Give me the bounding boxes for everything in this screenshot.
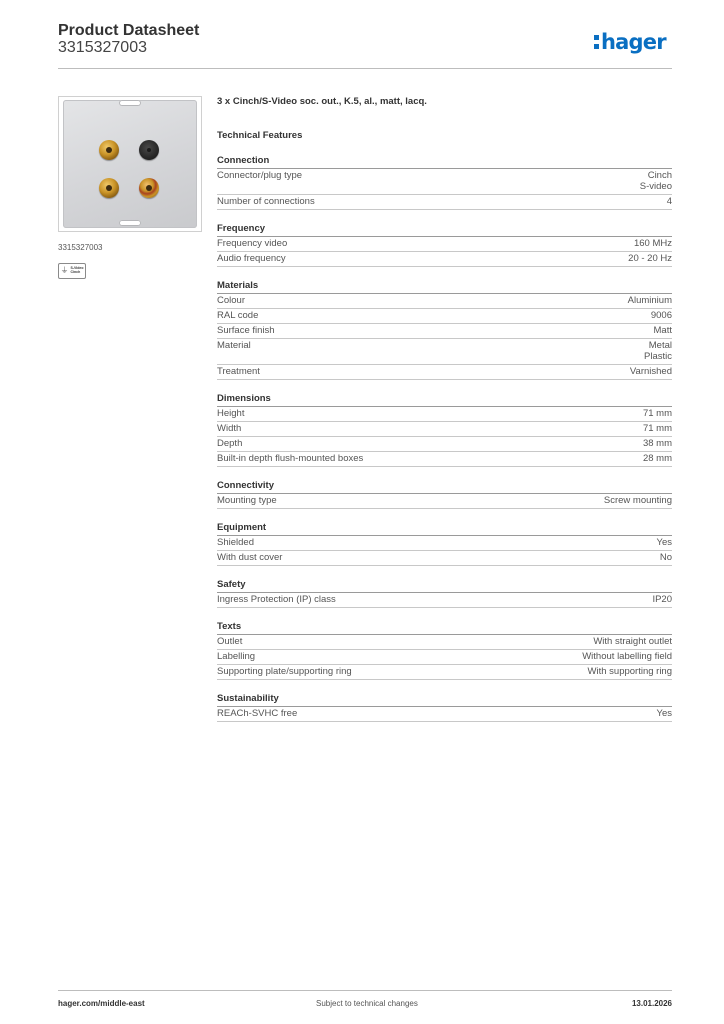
spec-value-line: With straight outlet — [593, 636, 672, 647]
section-title: Materials — [217, 280, 672, 294]
cinch-jack-yellow — [99, 178, 119, 198]
section-frequency — [217, 223, 672, 267]
section-dimensions — [217, 393, 672, 467]
spec-value-line: 71 mm — [642, 423, 672, 434]
spec-value — [657, 708, 673, 719]
s-video-jack — [139, 140, 159, 160]
spec-value-line: No — [659, 552, 672, 563]
spec-label: Shielded — [217, 537, 254, 548]
bottom-slot — [119, 220, 141, 226]
spec-row — [217, 593, 672, 608]
spec-row — [217, 635, 672, 650]
technical-features-heading: Technical Features — [217, 130, 303, 141]
spec-value — [657, 537, 673, 548]
spec-value — [582, 651, 672, 662]
spec-row — [217, 294, 672, 309]
spec-label: Mounting type — [217, 495, 277, 506]
spec-label: With dust cover — [217, 552, 283, 563]
spec-value — [651, 310, 672, 321]
spec-label: Surface finish — [217, 325, 275, 336]
product-number: 3315327003 — [58, 39, 147, 56]
header-divider — [58, 68, 672, 69]
spec-value — [628, 295, 672, 306]
spec-value — [652, 594, 672, 605]
spec-value-line: Yes — [656, 537, 672, 548]
spec-row — [217, 324, 672, 339]
symbol-label-line: S-Video — [70, 266, 84, 271]
spec-value-line: 20 - 20 Hz — [628, 253, 672, 264]
spec-value-line: Plastic — [644, 351, 672, 362]
spec-label: RAL code — [217, 310, 259, 321]
spec-value-line: Yes — [656, 708, 672, 719]
spec-row — [217, 707, 672, 722]
spec-label: Material — [217, 340, 251, 351]
spec-label: Frequency video — [217, 238, 288, 249]
spec-value — [660, 552, 672, 563]
section-equipment — [217, 522, 672, 566]
spec-row — [217, 437, 672, 452]
spec-label: Width — [217, 423, 242, 434]
socket-plate — [63, 100, 197, 228]
spec-label: Audio frequency — [217, 253, 286, 264]
spec-value — [643, 408, 672, 419]
page-title: Product Datasheet — [58, 22, 200, 39]
spec-label: Height — [217, 408, 245, 419]
technical-data — [217, 96, 672, 722]
section-connection — [217, 155, 672, 210]
section-materials — [217, 280, 672, 380]
spec-label: Labelling — [217, 651, 256, 662]
spec-value-line: IP20 — [652, 594, 672, 605]
spec-value — [604, 495, 672, 506]
spec-row — [217, 309, 672, 324]
spec-value — [588, 666, 672, 677]
spec-label: Treatment — [217, 366, 260, 377]
product-image — [58, 96, 202, 232]
spec-value-line: Screw mounting — [603, 495, 672, 506]
logo-dots-icon — [594, 35, 599, 49]
footer-divider — [58, 990, 672, 991]
spec-label: Supporting plate/supporting ring — [217, 666, 352, 677]
spec-row — [217, 494, 672, 509]
spec-value-line: Without labelling field — [582, 651, 672, 662]
cinch-jack-gold — [99, 140, 119, 160]
section-title: Texts — [217, 621, 672, 635]
section-safety — [217, 579, 672, 608]
section-title: Connectivity — [217, 480, 672, 494]
spec-value — [654, 325, 672, 336]
section-sustainability — [217, 693, 672, 722]
spec-row — [217, 452, 672, 467]
section-title: Frequency — [217, 223, 672, 237]
section-texts — [217, 621, 672, 680]
spec-row — [217, 551, 672, 566]
section-title: Sustainability — [217, 693, 672, 707]
section-connectivity — [217, 480, 672, 509]
spec-row — [217, 252, 672, 267]
footer-notice: Subject to technical changes — [316, 999, 418, 1008]
symbol-label-line: Cinch — [70, 270, 81, 274]
section-title: Safety — [217, 579, 672, 593]
spec-value — [644, 340, 672, 362]
spec-row — [217, 237, 672, 252]
spec-row — [217, 339, 672, 365]
spec-value-line: Cinch — [647, 170, 672, 181]
spec-value-line: 4 — [666, 196, 672, 207]
spec-value — [630, 366, 672, 377]
s-video-cinch-symbol-icon — [58, 263, 86, 279]
spec-value-line: 71 mm — [642, 408, 672, 419]
spec-value — [643, 438, 672, 449]
spec-value-line: With supporting ring — [587, 666, 672, 677]
footer-date: 13.01.2026 — [631, 999, 672, 1008]
spec-row — [217, 536, 672, 551]
spec-value-line: Varnished — [629, 366, 672, 377]
spec-value — [593, 636, 672, 647]
plug-symbol-icon: ⏚ — [60, 266, 69, 275]
spec-label: Depth — [217, 438, 243, 449]
spec-label: Outlet — [217, 636, 243, 647]
spec-row — [217, 650, 672, 665]
spec-value-line: Aluminium — [627, 295, 672, 306]
spec-row — [217, 195, 672, 210]
spec-value — [628, 253, 672, 264]
spec-row — [217, 422, 672, 437]
spec-value-line: S-video — [639, 181, 672, 192]
spec-value-line: 28 mm — [642, 453, 672, 464]
section-title: Dimensions — [217, 393, 672, 407]
spec-row — [217, 665, 672, 680]
spec-value-line: 38 mm — [642, 438, 672, 449]
spec-label: REACh-SVHC free — [217, 708, 298, 719]
spec-value-line: Metal — [648, 340, 672, 351]
spec-label: Number of connections — [217, 196, 315, 207]
spec-label: Connector/plug type — [217, 170, 303, 181]
cinch-jack-red — [139, 178, 159, 198]
spec-value-line: 160 MHz — [633, 238, 672, 249]
footer-website: hager.com/middle-east — [58, 999, 145, 1008]
product-description: 3 x Cinch/S-Video soc. out., K.5, al., matt, lacq. — [217, 96, 427, 107]
feature-sections — [217, 155, 672, 722]
spec-value — [667, 196, 672, 207]
spec-row — [217, 169, 672, 195]
spec-label: Colour — [217, 295, 245, 306]
spec-value — [640, 170, 672, 192]
section-title: Connection — [217, 155, 672, 169]
spec-value — [643, 453, 672, 464]
spec-value — [634, 238, 672, 249]
spec-label: Built-in depth flush-mounted boxes — [217, 453, 364, 464]
spec-row — [217, 365, 672, 380]
section-title: Equipment — [217, 522, 672, 536]
spec-value-line: Matt — [653, 325, 672, 336]
image-caption: 3315327003 — [58, 243, 103, 252]
spec-row — [217, 407, 672, 422]
spec-value — [643, 423, 672, 434]
spec-value-line: 9006 — [650, 310, 672, 321]
top-slot — [119, 100, 141, 106]
logo-text: hager — [601, 29, 666, 54]
hager-logo — [594, 27, 666, 57]
spec-label: Ingress Protection (IP) class — [217, 594, 336, 605]
